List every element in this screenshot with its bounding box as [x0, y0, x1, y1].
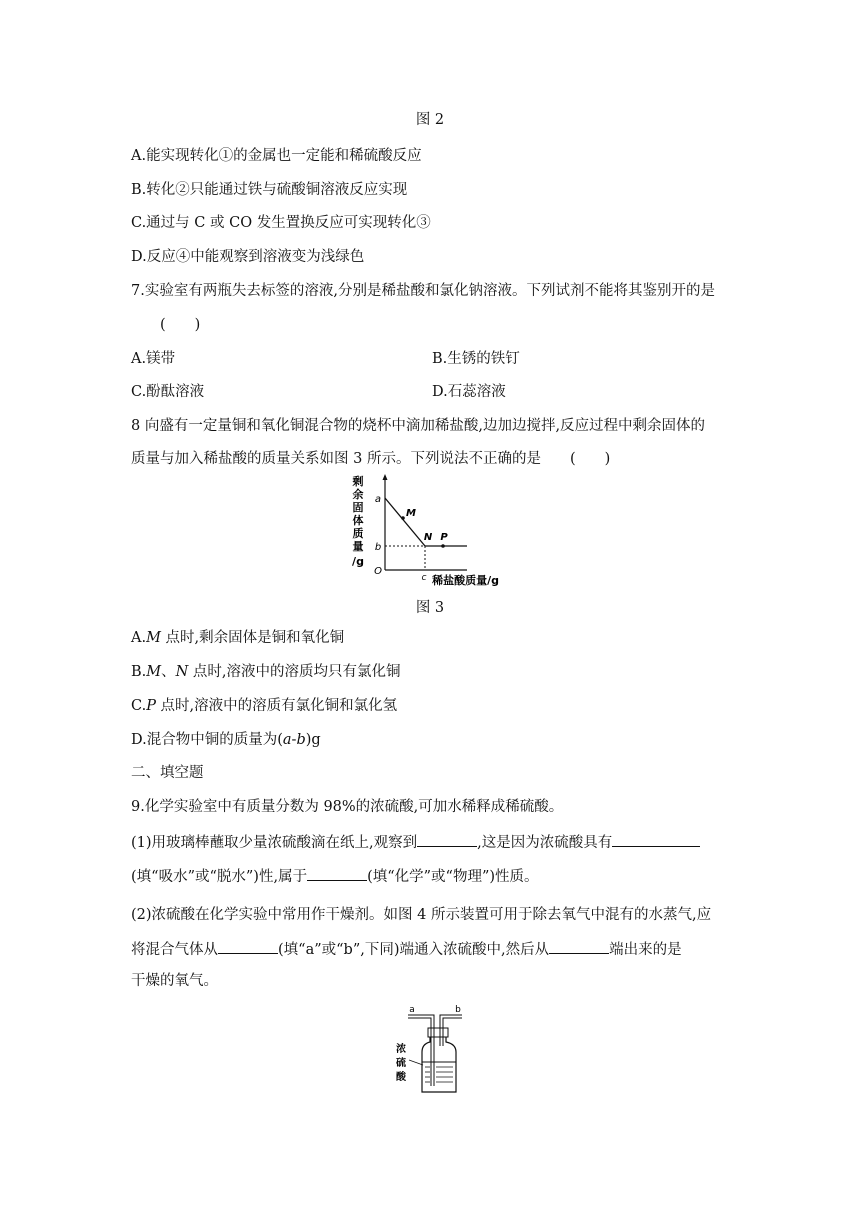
- q6-option-d: D.反应④中能观察到溶液变为浅绿色: [131, 249, 365, 265]
- y-axis-label-char: 剩: [352, 475, 364, 488]
- q7-stem: 7.实验室有两瓶失去标签的溶液,分别是稀盐酸和氯化钠溶液。下列试剂不能将其鉴别开的是: [131, 283, 715, 299]
- q7-option-c: C.酚酞溶液: [131, 384, 205, 400]
- inlet-tube: [408, 1015, 434, 1086]
- figure-3-caption: 图 3: [415, 600, 445, 616]
- y-axis-label-char: 余: [352, 488, 364, 501]
- tube-b-label: b: [455, 1005, 461, 1015]
- q8-option-c: C.P 点时,溶液中的溶质有氯化铜和氯化氢: [131, 698, 398, 714]
- liquid-label-char: 硫: [396, 1058, 406, 1069]
- label-c: c: [421, 573, 427, 583]
- q9-part1-line2: (填“吸水”或“脱水”)性,属于 (填“化学”或“物理”)性质。: [131, 865, 539, 887]
- figure-2-caption: 图 2: [415, 112, 445, 128]
- section-heading: 二、填空题: [131, 765, 204, 781]
- label-n: N: [423, 532, 433, 543]
- q9-part2-line1: (2)浓硫酸在化学实验中常用作干燥剂。如图 4 所示装置可用于除去氧气中混有的水蒸气,应: [131, 907, 712, 923]
- figure-3-graph: [345, 474, 515, 590]
- figure-4-gas-washing-bottle: [390, 1002, 480, 1098]
- y-axis-label-char: 质: [352, 527, 364, 540]
- tube-a-label: a: [409, 1005, 415, 1015]
- liquid-label-char: 酸: [396, 1072, 406, 1083]
- q9-part1-line1: (1)用玻璃棒蘸取少量浓硫酸滴在纸上,观察到 ,这是因为浓硫酸具有: [131, 831, 700, 853]
- q6-option-c: C.通过与 C 或 CO 发生置换反应可实现转化③: [131, 215, 431, 231]
- bottle: [422, 1037, 456, 1092]
- y-axis-label-char: /g: [352, 555, 364, 568]
- y-axis-label-char: 量: [352, 540, 364, 553]
- q8-option-d: D.混合物中铜的质量为(a-b)g: [131, 732, 321, 748]
- label-m: M: [406, 508, 416, 519]
- answer-blank: [612, 831, 700, 847]
- q9-part2-line3: 干燥的氧气。: [131, 973, 218, 989]
- q7-option-b: B.生锈的铁钉: [432, 351, 520, 367]
- x-axis-label: 稀盐酸质量/g: [432, 574, 499, 587]
- label-b: b: [374, 542, 382, 553]
- descending-line: [385, 498, 425, 546]
- y-axis-label-char: 固: [352, 501, 364, 514]
- q8-stem-line1: 8 向盛有一定量铜和氧化铜混合物的烧杯中滴加稀盐酸,边加边搅拌,反应过程中剩余固体的: [131, 418, 706, 434]
- answer-blank: [549, 938, 609, 954]
- liquid-label-char: 浓: [396, 1044, 406, 1055]
- answer-blank: [218, 938, 278, 954]
- q9-part2-line2: 将混合气体从 (填“a”或“b”,下同)端通入浓硫酸中,然后从 端出来的是: [131, 938, 682, 960]
- point-p: [441, 544, 445, 548]
- q8-option-b: B.M、N 点时,溶液中的溶质均只有氯化铜: [131, 664, 401, 680]
- q7-option-a: A.镁带: [131, 351, 176, 367]
- q6-option-b: B.转化②只能通过铁与硫酸铜溶液反应实现: [131, 182, 408, 198]
- q7-option-d: D.石蕊溶液: [432, 384, 506, 400]
- y-axis-label-char: 体: [352, 514, 364, 527]
- label-origin: O: [374, 566, 382, 577]
- answer-blank: [307, 865, 367, 881]
- label-a: a: [374, 494, 382, 505]
- q9-stem: 9.化学实验室中有质量分数为 98%的浓硫酸,可加水稀释成稀硫酸。: [131, 799, 564, 815]
- point-m: [401, 516, 405, 520]
- q8-stem-line2: 质量与加入稀盐酸的质量关系如图 3 所示。下列说法不正确的是 ( ): [131, 451, 611, 467]
- y-axis-arrow: [383, 474, 388, 480]
- label-pointer: [409, 1060, 423, 1065]
- answer-blank: [417, 831, 477, 847]
- q8-option-a: A.M 点时,剩余固体是铜和氧化铜: [131, 630, 345, 646]
- q7-answer-paren: ( ): [160, 317, 201, 333]
- q6-option-a: A.能实现转化①的金属也一定能和稀硫酸反应: [131, 148, 422, 164]
- label-p: P: [440, 532, 448, 543]
